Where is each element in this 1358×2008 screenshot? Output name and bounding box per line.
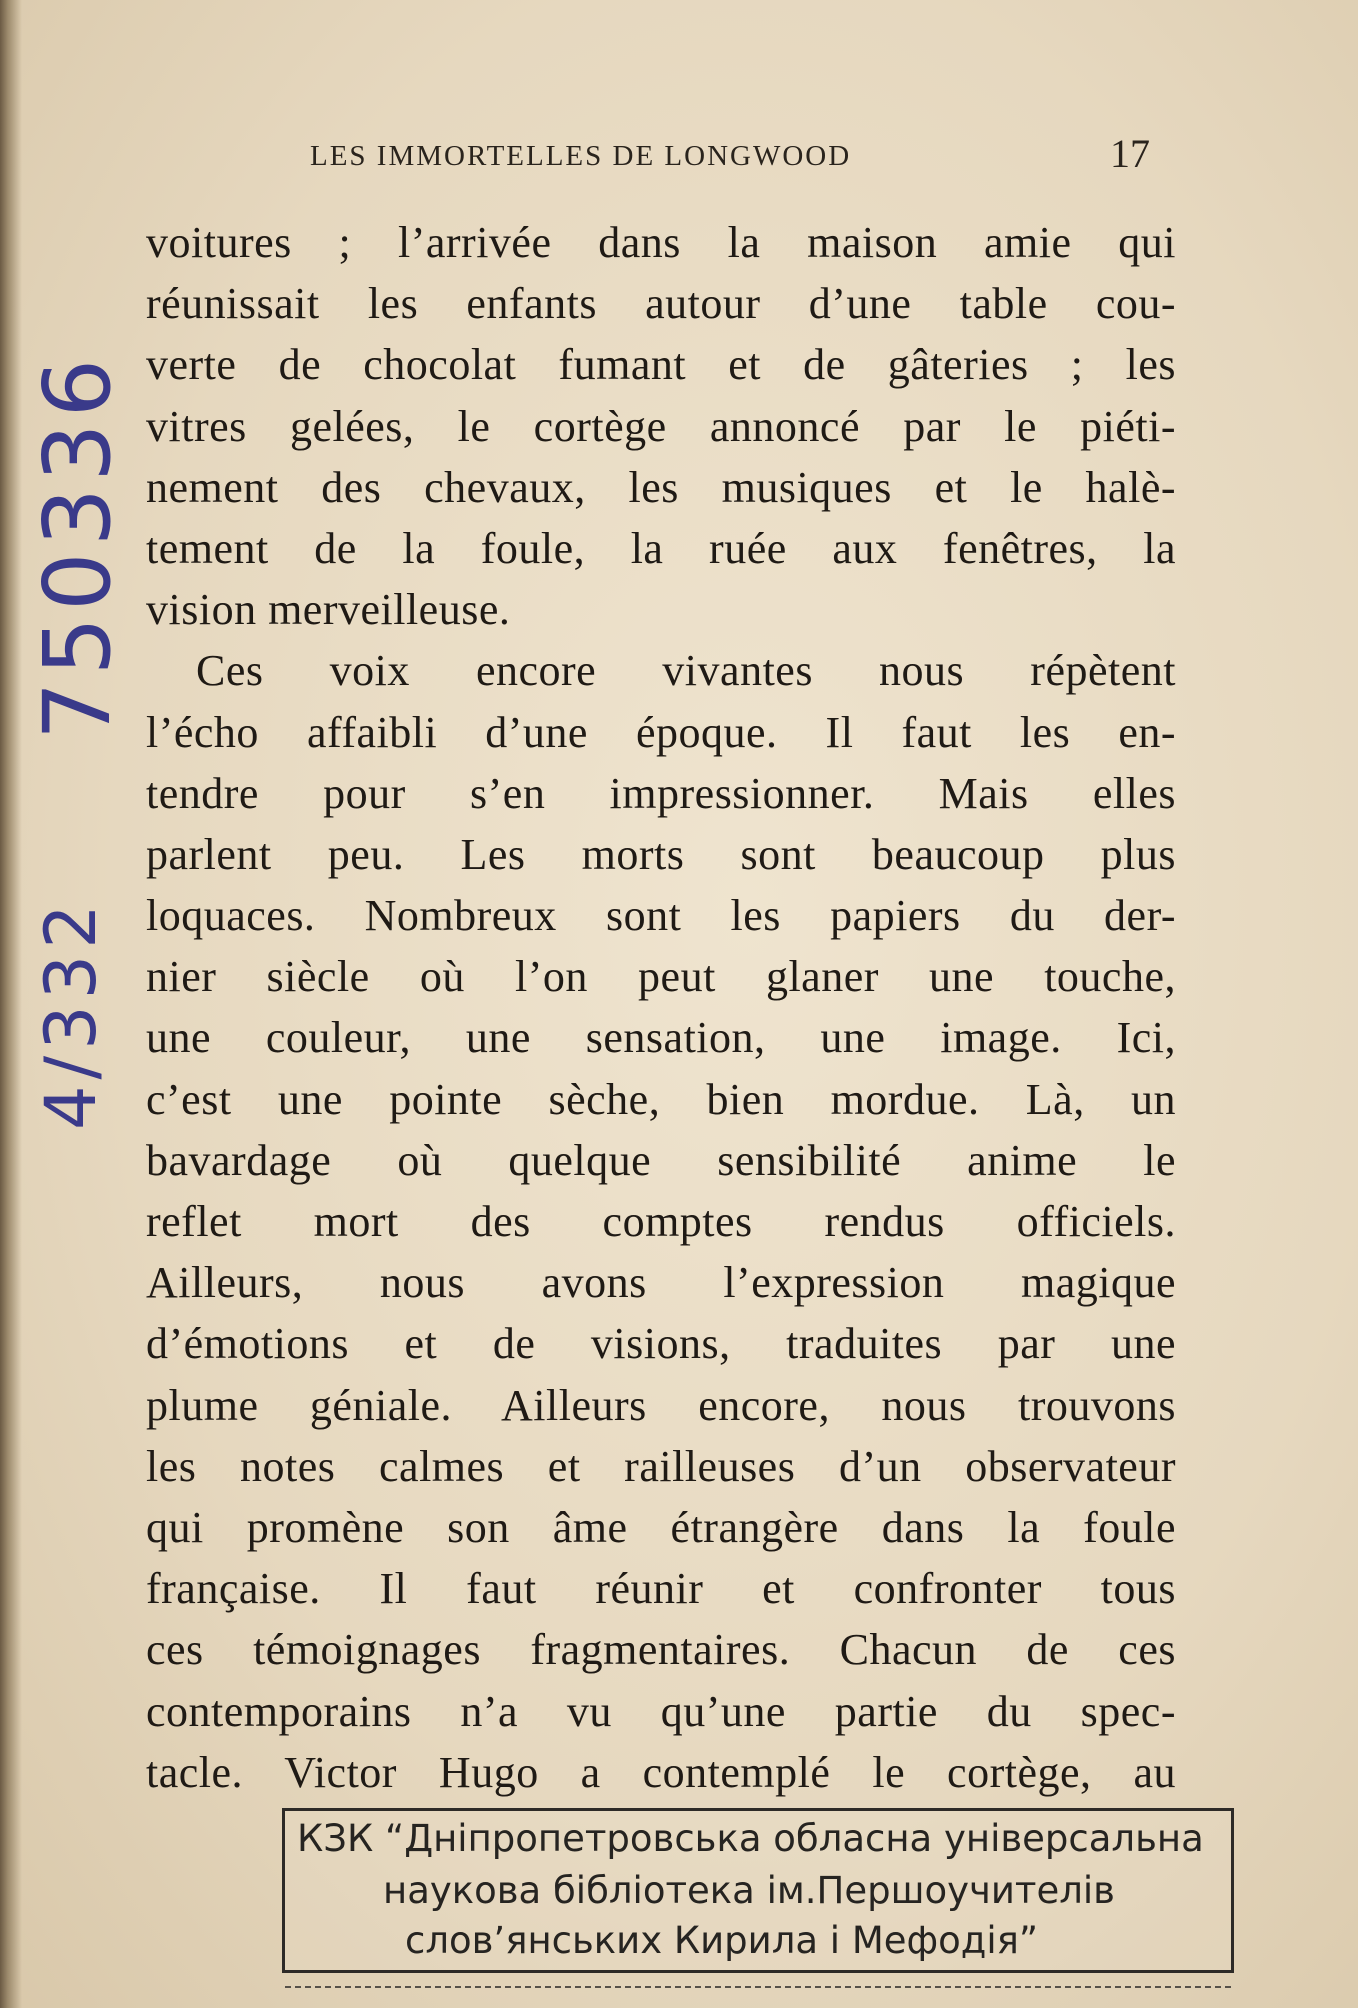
text-line: reflet mort des comptes rendus officiels. [146, 1197, 1176, 1246]
text-line: l’écho affaibli d’une époque. Il faut les en- [146, 707, 1176, 757]
text-line: vitres gelées, le cortège annoncé par le piéti- [146, 401, 1176, 451]
text-line: qui promène son âme étrangère dans la foule [146, 1502, 1176, 1552]
text-line: loquaces. Nombreux sont les papiers du der- [146, 891, 1176, 941]
text-line: c’est une pointe sèche, bien mordue. Là, un [146, 1074, 1176, 1124]
text-line: les notes calmes et railleuses d’un observateur [146, 1441, 1176, 1491]
handwritten-inventory-number: 750336 [24, 352, 131, 740]
book-gutter-edge [0, 0, 22, 2008]
text-line: tacle. Victor Hugo a contemplé le cortège, au [146, 1747, 1176, 1797]
text-line: d’émotions et de visions, traduites par une [146, 1319, 1176, 1369]
handwritten-shelf-mark: 4/332 [30, 898, 112, 1130]
body-text [146, 212, 1176, 1803]
page-number: 17 [1110, 131, 1150, 176]
text-line: plume géniale. Ailleurs encore, nous trouvons [146, 1380, 1176, 1430]
text-line: réunissait les enfants autour d’une table cou- [146, 279, 1176, 329]
stamp-line: слов’янських Кирила і Мефодія” [405, 1919, 1039, 1962]
stamp-line: КЗК “Дніпропетровська обласна універсальна [297, 1817, 1204, 1860]
text-line: contemporains n’a vu qu’une partie du spec- [146, 1686, 1176, 1736]
text-line: Ces voix encore vivantes nous répètent [196, 646, 1176, 696]
text-line: une couleur, une sensation, une image. Ici, [146, 1013, 1176, 1063]
text-line: française. Il faut réunir et confronter tous [146, 1564, 1176, 1614]
running-head: LES IMMORTELLES DE LONGWOOD [310, 140, 852, 172]
text-line: nement des chevaux, les musiques et le halè- [146, 462, 1176, 512]
text-line: Ailleurs, nous avons l’expression magique [146, 1258, 1176, 1308]
text-line: nier siècle où l’on peut glaner une touche, [146, 952, 1176, 1002]
text-line: tement de la foule, la ruée aux fenêtres, la [146, 523, 1176, 573]
text-line: vision merveilleuse. [146, 585, 511, 635]
library-stamp [282, 1808, 1234, 1973]
text-line: voitures ; l’arrivée dans la maison amie qui [146, 218, 1176, 267]
text-line: parlent peu. Les morts sont beaucoup plus [146, 829, 1176, 879]
text-line: ces témoignages fragmentaires. Chacun de ces [146, 1625, 1176, 1675]
stamp-line: наукова бібліотека ім.Першоучителів [383, 1869, 1115, 1912]
text-line: bavardage où quelque sensibilité anime le [146, 1135, 1176, 1185]
text-line: tendre pour s’en impressionner. Mais elles [146, 768, 1176, 818]
stamp-smudge [285, 1970, 1231, 1988]
text-line: verte de chocolat fumant et de gâteries ; les [146, 340, 1176, 390]
